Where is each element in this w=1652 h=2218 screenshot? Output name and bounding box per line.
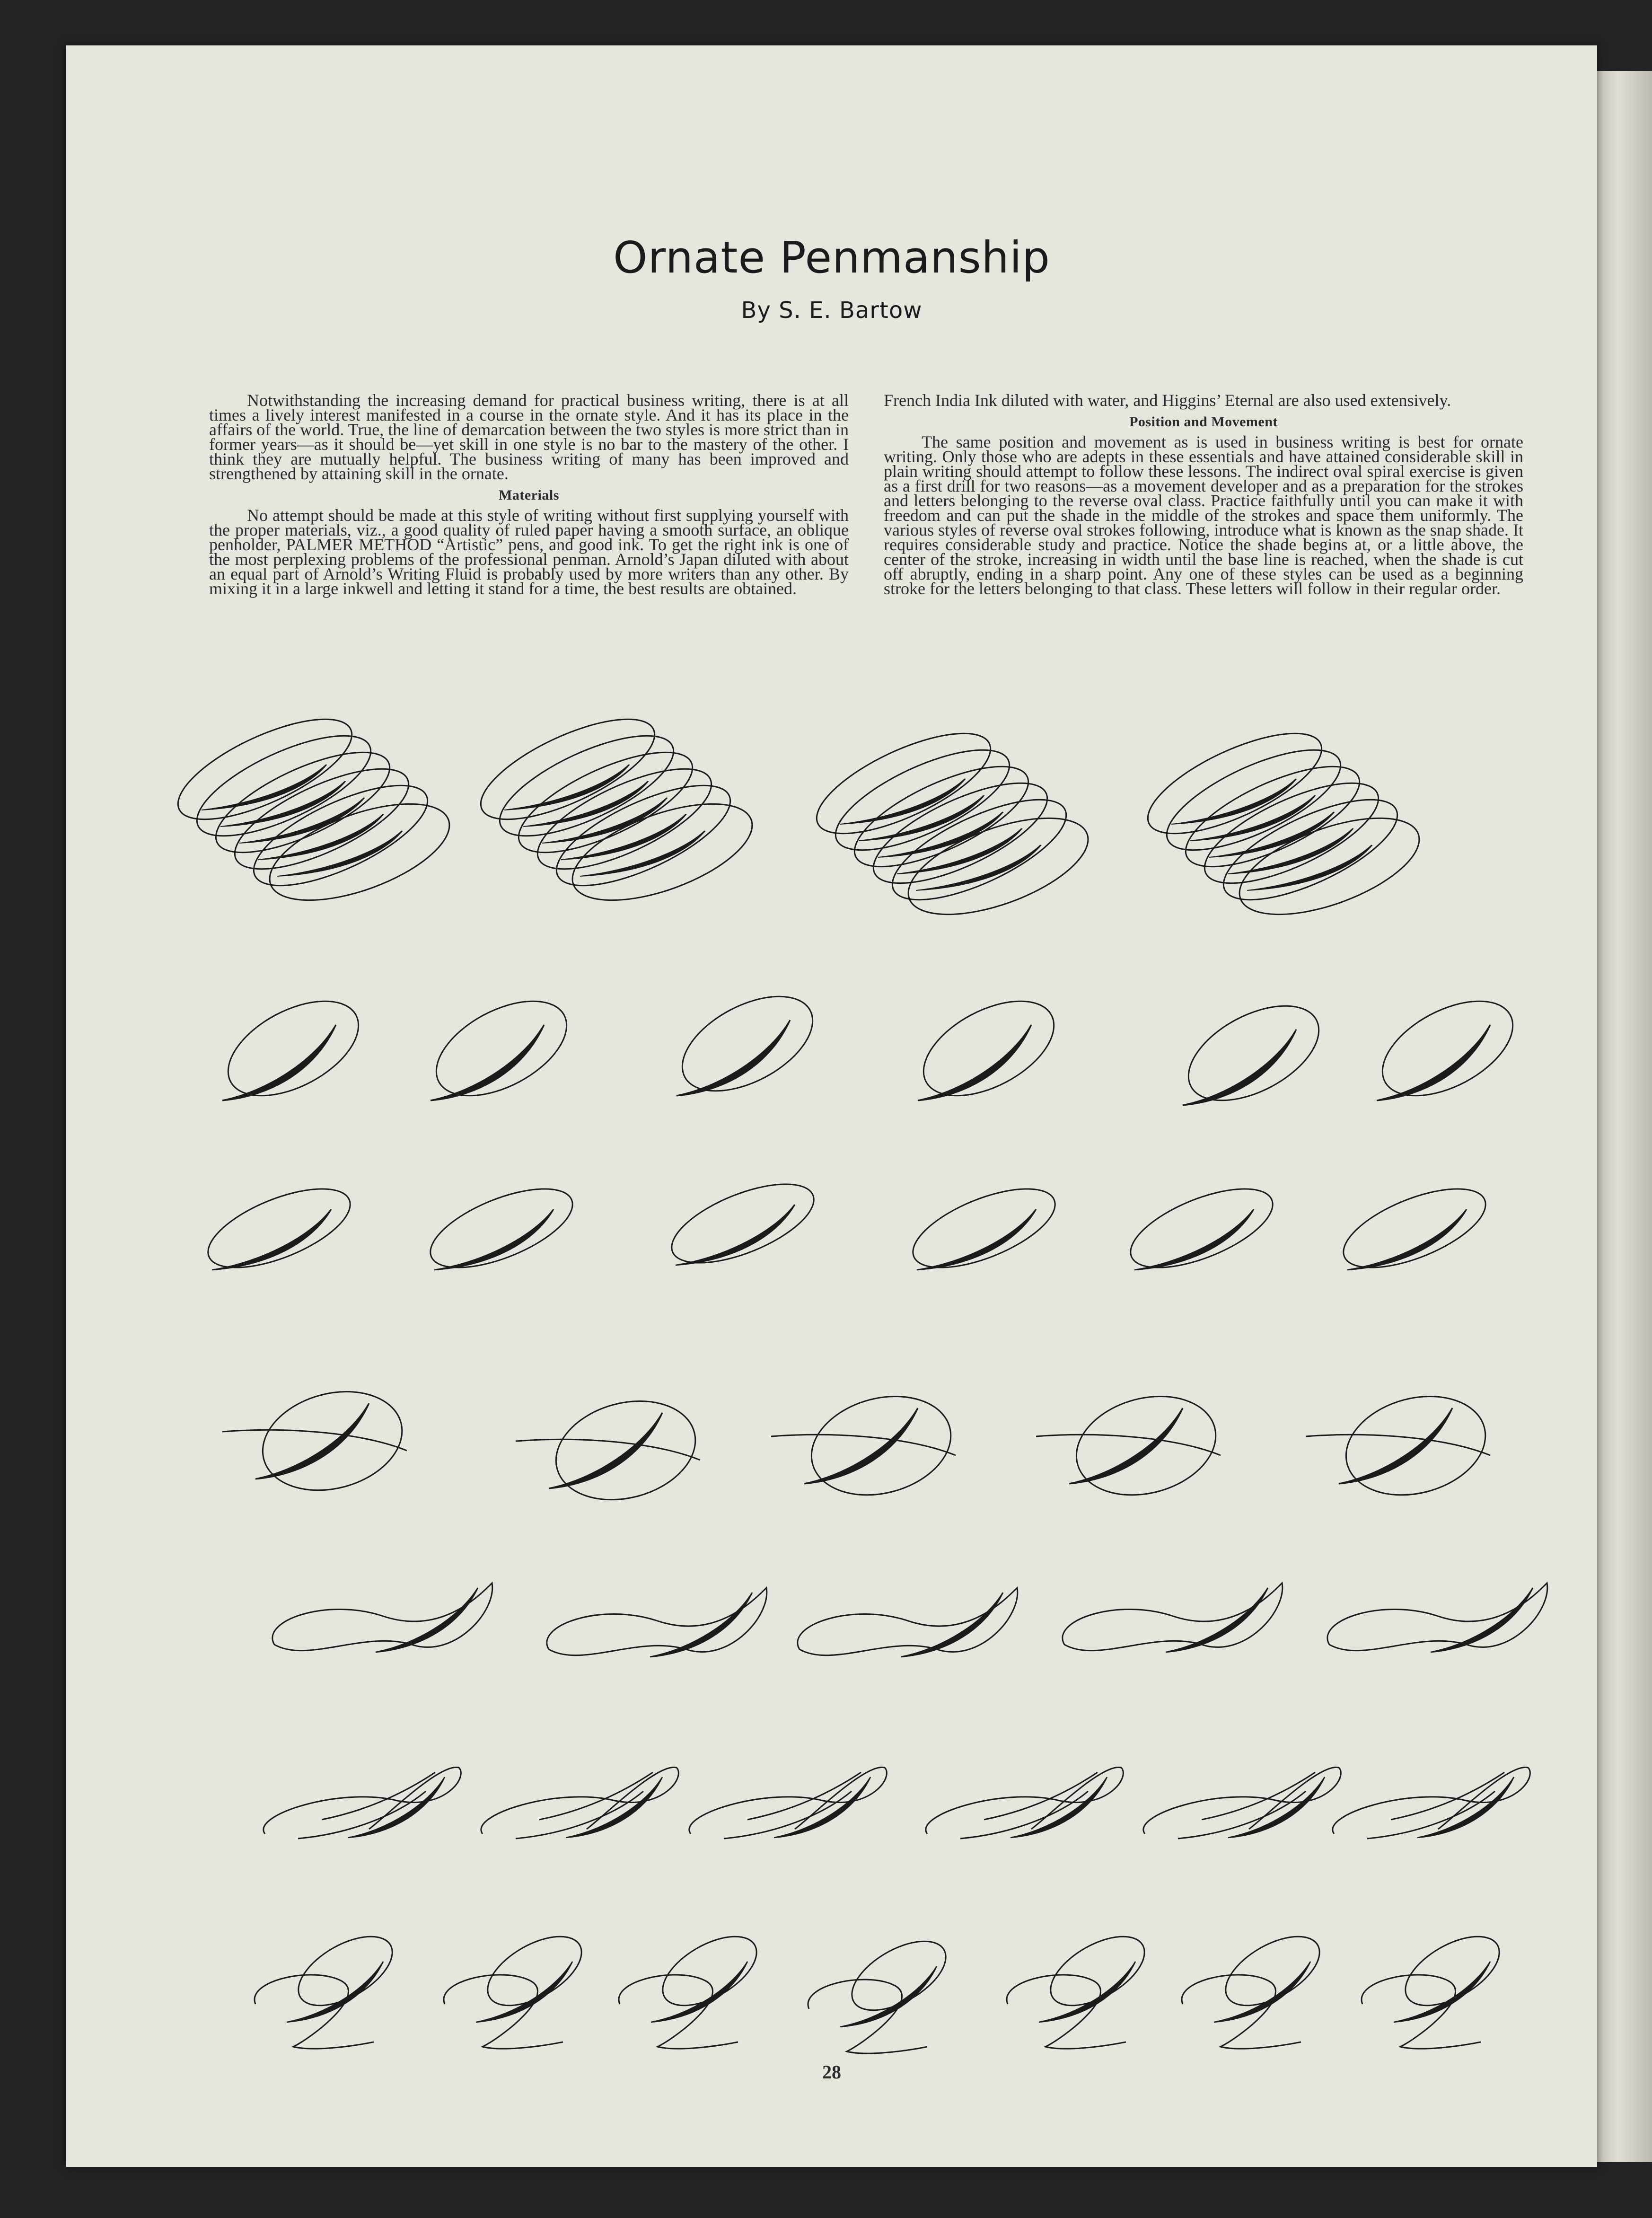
double-loop-row (264, 1767, 1530, 1839)
position-movement-heading: Position and Movement (1129, 414, 1278, 430)
position-movement-paragraph: The same position and movement as is used in business writing is best for ornate writing. Only those who are adepts in these essentials and have attained considerable skill in plain writing should attempt to follow these lessons. The indirect oval spiral exercise is given as a first drill for two reasons—as a movement developer and as a preparation for the strokes and letters belonging to the reverse oval class. Practice faithfully until you can make it with freedom and can put the shade in the middle of the strokes and space them uniformly. The various styles of reverse oval strokes following, introduce what is known as the snap shade. It requires considerable study and practice. Notice the shade begins at, or a little above, the center of the stroke, increasing in width until the base line is reached, when the shade is cut off abruptly, ending in a sharp point. Any one of these styles can be used as a beginning stroke for the letters belonging to that class. These letters will follow in their regular order. (884, 432, 1523, 598)
materials-heading: Materials (499, 487, 559, 503)
spiral-drill-row (165, 699, 1431, 934)
magazine-page (66, 45, 1597, 2167)
crossed-oval-row (222, 1377, 1496, 1514)
reverse-oval-row-1 (213, 977, 1528, 1120)
penmanship-exercise-plates (66, 45, 1597, 2167)
reverse-oval-row-2 (198, 1168, 1495, 1284)
figure-eight-row (272, 1583, 1547, 1657)
page-number: 28 (822, 2061, 841, 2083)
materials-paragraph: No attempt should be made at this style of writing without first supplying yourself with the proper materials, viz., a good quality of ruled paper having a smooth surface, an oblique penholder, PALMER METHOD “Artistic” pens, and good ink. To get the right ink is one of the most perplexing problems of the professional penman. Arnold’s Japan diluted with about an equal part of Arnold’s Writing Fluid is probably used by more writers than any other. By mixing it in a large inkwell and letting it stand for a time, the best results are obtained. (209, 506, 849, 598)
capital-stroke-row (255, 1922, 1511, 2053)
intro-paragraph: Notwithstanding the increasing demand for practical business writing, there is at all times a lively interest manifested in a course in the ornate style. And it has its place in the affairs of the world. True, the line of demarcation between the two styles is more strict than in former years—as it should be—yet skill in one style is no bar to the mastery of the other. I think they are mutually helpful. The business writing of many has been improved and strengthened by attaining skill in the ornate. (209, 391, 849, 483)
article-byline: By S. E. Bartow (741, 297, 923, 324)
article-title: Ornate Penmanship (613, 232, 1050, 283)
facing-page-edge (1597, 71, 1652, 2162)
ink-paragraph: French India Ink diluted with water, and Higgins’ Eternal are also used extensively. (884, 391, 1451, 410)
